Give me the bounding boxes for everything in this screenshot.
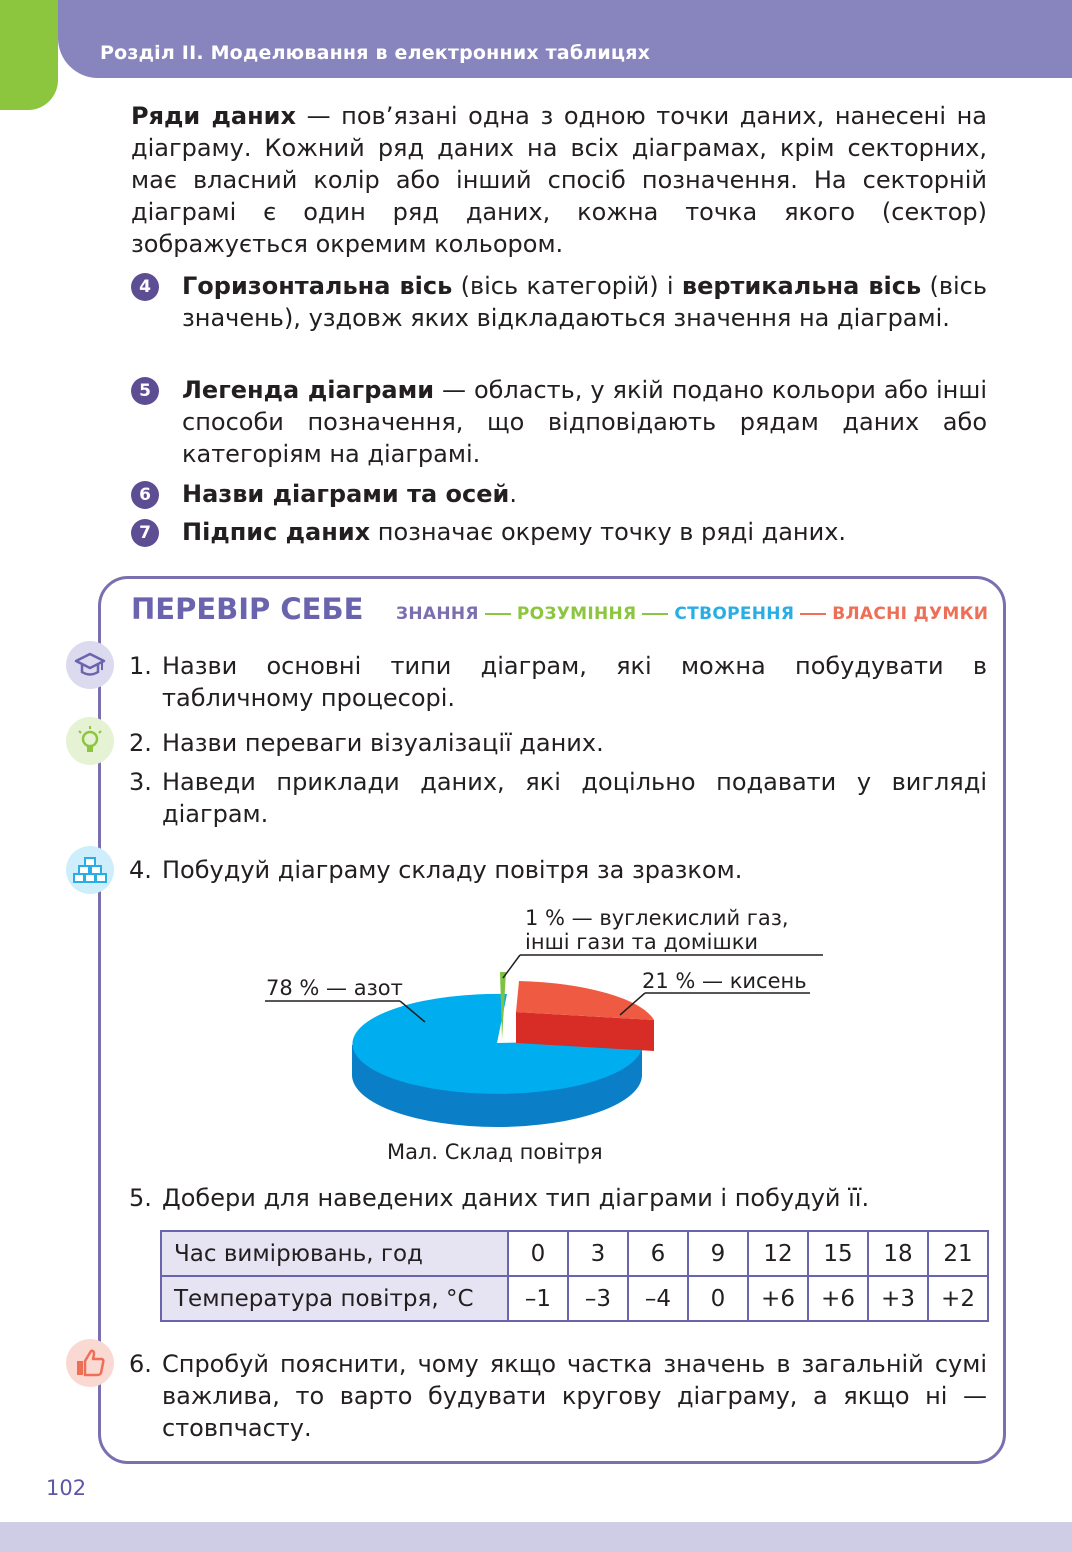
chart-caption: Мал. Склад повітря: [387, 1140, 603, 1164]
level-knowledge: ЗНАННЯ: [396, 604, 479, 624]
question-1: [129, 650, 987, 714]
table-cell: 21: [928, 1231, 988, 1276]
question-6: [129, 1348, 987, 1444]
section-title: Розділ ІІ. Моделювання в електронних таблицях: [100, 42, 651, 64]
question-number: 1.: [129, 652, 152, 680]
item-text: .: [509, 480, 518, 508]
label-co2-line1: 1 % — вуглекислий газ,: [525, 906, 789, 930]
intro-text: — пов’язані одна з одною точки даних, нанесені на діаграму. Кожний ряд даних на всіх діаграмах, крім секторних, має власний колір або інший спосіб позначення. На секторній діаграмі є один ряд даних, кожна точка якого (сектор) зображується окремим кольором.: [131, 102, 987, 258]
question-number: 5.: [129, 1184, 152, 1212]
table-cell: 12: [748, 1231, 808, 1276]
table-cell: +2: [928, 1276, 988, 1321]
table-cell: 15: [808, 1231, 868, 1276]
number-badge: 6: [131, 481, 159, 509]
item-term-2: вертикальна вісь: [681, 272, 922, 300]
levels-legend: [396, 604, 988, 624]
question-number: 6.: [129, 1350, 152, 1378]
question-number: 4.: [129, 856, 152, 884]
temperature-table: [160, 1230, 989, 1322]
label-co2-line2: інші гази та домішки: [525, 930, 759, 954]
graduation-cap-icon: [66, 641, 114, 689]
question-text: Спробуй пояснити, чому якщо частка значень в загальній сумі важлива, то варто будувати кругову діаграму, а якщо ні — стовпчасту.: [162, 1350, 987, 1442]
table-cell: 0: [508, 1231, 568, 1276]
number-badge: 7: [131, 519, 159, 547]
table-cell: +6: [808, 1276, 868, 1321]
intro-paragraph: [131, 100, 987, 260]
item-term: Підпис даних: [182, 518, 371, 546]
page-header: [58, 0, 1072, 78]
level-understanding: РОЗУМІННЯ: [516, 604, 637, 624]
lightbulb-icon: [66, 717, 114, 765]
check-yourself-title: ПЕРЕВІР СЕБЕ: [131, 592, 364, 626]
table-row: [161, 1276, 988, 1321]
list-item-7: [131, 516, 987, 548]
corner-accent: [0, 0, 58, 110]
item-term: Горизонтальна вісь: [182, 272, 453, 300]
question-text: Назви переваги візуалізації даних.: [162, 729, 604, 757]
table-cell: 9: [688, 1231, 748, 1276]
table-cell: 3: [568, 1231, 628, 1276]
question-text: Побудуй діаграму складу повітря за зразком.: [162, 856, 743, 884]
table-cell: –3: [568, 1276, 628, 1321]
question-2: [129, 727, 987, 759]
table-cell: +3: [868, 1276, 928, 1321]
thumbs-up-icon: [66, 1339, 114, 1387]
question-number: 2.: [129, 729, 152, 757]
intro-term: Ряди даних: [131, 102, 296, 130]
item-text-2: (вісь значень), уздовж яких відкладаються значення на діаграмі.: [182, 272, 987, 332]
question-text: Добери для наведених даних тип діаграми і побудуй її.: [162, 1184, 870, 1212]
question-4: [129, 854, 987, 886]
table-row: [161, 1231, 988, 1276]
row-header: Температура повітря, °С: [161, 1276, 508, 1321]
label-nitrogen: 78 % — азот: [266, 976, 403, 1000]
table-cell: 0: [688, 1276, 748, 1321]
leader-co2-diag: [503, 955, 520, 978]
blocks-icon: [66, 846, 114, 894]
level-creation: СТВОРЕННЯ: [674, 604, 795, 624]
table-cell: 6: [628, 1231, 688, 1276]
list-item-5: [131, 374, 987, 470]
table-cell: +6: [748, 1276, 808, 1321]
item-text: (вісь категорій) і: [452, 272, 682, 300]
page-number: 102: [46, 1476, 87, 1500]
level-own-thoughts: ВЛАСНІ ДУМКИ: [832, 604, 989, 624]
label-oxygen: 21 % — кисень: [642, 969, 807, 993]
question-number: 3.: [129, 768, 152, 796]
item-text: позначає окрему точку в ряді даних.: [370, 518, 847, 546]
question-5: [129, 1182, 987, 1214]
list-item-6: [131, 478, 987, 510]
item-text: — область, у якій подано кольори або інші способи позначення, що відповідають рядам даних або категоріям на діаграмі.: [182, 376, 987, 468]
row-header: Час вимірювань, год: [161, 1231, 508, 1276]
question-text: Назви основні типи діаграм, які можна побудувати в табличному процесорі.: [162, 652, 987, 712]
number-badge: 5: [131, 377, 159, 405]
item-term: Назви діаграми та осей: [182, 480, 510, 508]
item-term: Легенда діаграми: [182, 376, 435, 404]
table-cell: –4: [628, 1276, 688, 1321]
air-composition-chart: [250, 900, 830, 1140]
table-cell: 18: [868, 1231, 928, 1276]
question-3: [129, 766, 987, 830]
question-text: Наведи приклади даних, які доцільно подавати у вигляді діаграм.: [162, 768, 987, 828]
footer-band: [0, 1522, 1072, 1552]
table-cell: –1: [508, 1276, 568, 1321]
number-badge: 4: [131, 273, 159, 301]
list-item-4: [131, 270, 987, 334]
